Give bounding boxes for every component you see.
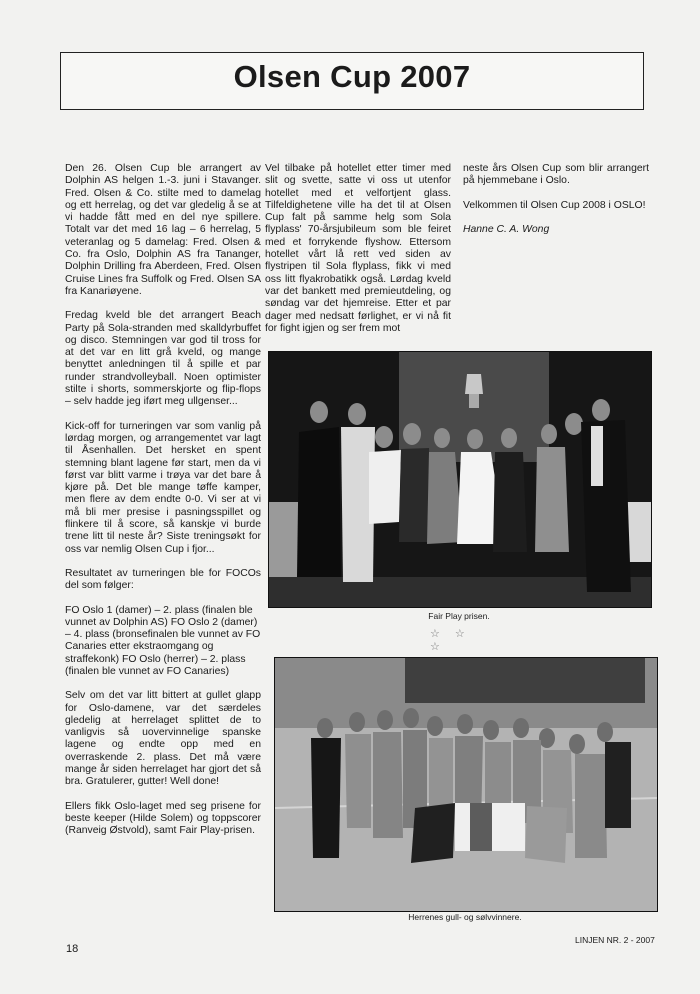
paragraph: Fredag kveld ble det arrangert Beach Party på Sola-stranden med skalldyrbuffet og disco. Stemningen var god til tross for at det var en litt grå kveld, og mange benyttet anledningen til å spille et par runder strandvolleyball. Noen optimister stilte i shorts, sommerskjorte og flip-flops – selv hadde jeg iført meg ullgenser... <box>65 310 261 408</box>
photo-caption: Herrenes gull- og sølvvinnere. <box>408 912 522 922</box>
photo-caption: Fair Play prisen. <box>428 611 490 621</box>
paragraph: neste års Olsen Cup som blir arrangert på hjemmebane i Oslo. <box>463 163 649 187</box>
team-photo-image <box>275 658 657 911</box>
paragraph: Den 26. Olsen Cup ble arrangert av Dolphin AS helgen 1.-3. juni i Stavanger. Fred. Olsen & Co. stilte med to damelag og ett herrelag, og det var gledelig å se at vi hadde fått med en del nye spillere. Totalt var det med 16 lag – 6 herrelag, 5 veteranlag og 5 damelag: Fred. Olsen & Co. fra Oslo, Dolphin AS fra Tananger, Dolphin Drilling fra Aberdeen, Fred. Olsen Cruise Lines fra Suffolk og Fred. Olsen SA fra Kanariøyene. <box>65 163 261 297</box>
title-box <box>60 52 644 110</box>
star-divider-icon: ☆ ☆ ☆ <box>430 628 471 653</box>
group-photo-image <box>269 352 651 607</box>
column-3 <box>463 163 649 248</box>
paragraph: Resultatet av turneringen ble for FOCOs del som følger: <box>65 567 261 592</box>
issue-footer: LINJEN NR. 2 - 2007 <box>575 935 655 945</box>
page-number: 18 <box>66 943 79 955</box>
paragraph: Velkommen til Olsen Cup 2008 i OSLO! <box>463 199 646 211</box>
column-2 <box>265 163 451 347</box>
paragraph: Vel tilbake på hotellet etter timer med slit og svette, satte vi oss ut utenfor hotellet med et velfortjent glass. Tilfeldighetene ville ha det til at Olsen Cup falt på samme helg som Sola flyplass' 70-årsjubileum som ble feiret med et forrykende flyshow. Ettersom hotellet vårt lå rett ved siden av flystripen til Sola flyplass, fikk vi med oss litt flyakrobatikk også. Lørdag kveld var det bankett med premieutdeling, og søndag var det hjemreise. Etter et par dager med nedsatt førlighet, er vi nå fit for fight igjen og ser frem mot <box>265 163 451 334</box>
paragraph: Kick-off for turneringen var som vanlig på lørdag morgen, og arrangementet var lagt til Åsenhallen. Det hersket en spent stemning blant lagene før start, men da vi først var blitt varme i trøya var det bare å kjøre på. Det ble mange tøffe kamper, men flere av dem endte 0-0. Vi ser at vi må bli mer presise i pasningsspillet og flinkere til å score, så kanskje vi burde trene litt til neste år? Siste treningsøkt for oss var nemlig Olsen Cup i fjor... <box>65 420 261 555</box>
column-1 <box>65 163 261 850</box>
paragraph: FO Oslo 1 (damer) – 2. plass (finalen ble vunnet av Dolphin AS) FO Oslo 2 (damer) – 4. plass (bronsefinalen ble vunnet av FO Canaries etter ekstraomgang og straffekonk) FO Oslo (herrer) – 2. plass (finalen ble vunnet av FO Canaries) <box>65 604 261 677</box>
author-signature: Hanne C. A. Wong <box>463 223 550 235</box>
team-photo <box>274 657 658 912</box>
fair-play-photo <box>268 351 652 608</box>
paragraph: Ellers fikk Oslo-laget med seg prisene for beste keeper (Hilde Solem) og toppscorer (Ranveig Østvold), samt Fair Play-prisen. <box>65 800 261 837</box>
paragraph: Selv om det var litt bittert at gullet glapp for Oslo-damene, var det særdeles gledelig at herrelaget splittet de to vanligvis så uovervinnelige spanske lagene og endte opp med en overraskende 2. plass. Det må være mange år siden herrelaget har gjort det så bra. Gratulerer, gutter! Well done! <box>65 690 261 788</box>
article-title: Olsen Cup 2007 <box>233 59 471 94</box>
